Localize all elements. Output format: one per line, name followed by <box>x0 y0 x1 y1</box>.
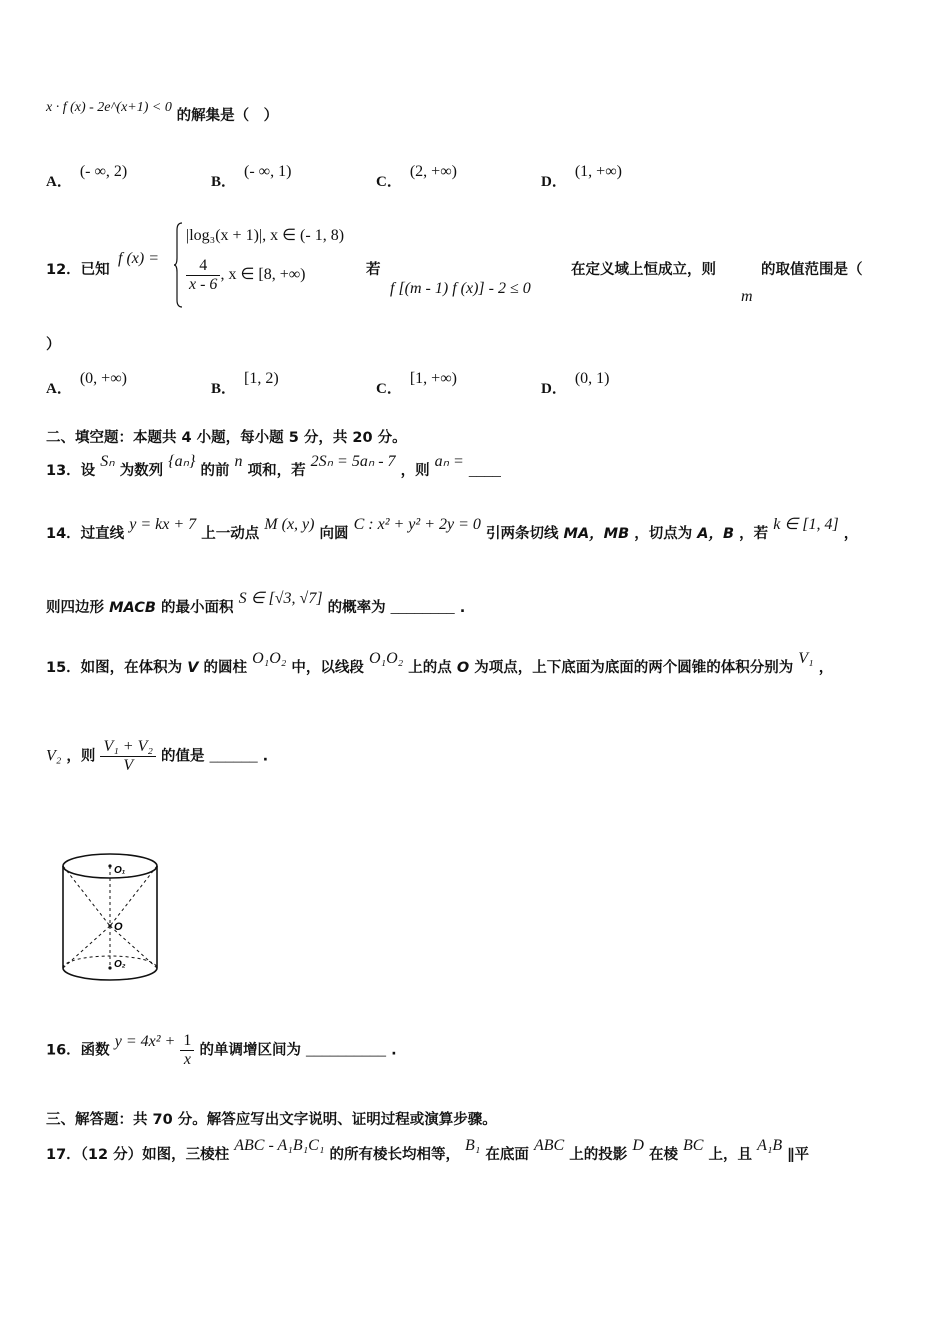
q12-option-c <box>376 367 457 397</box>
option-value: [1, 2) <box>244 370 279 387</box>
section-3-heading: 三、解答题：共 70 分。解答应写出文字说明、证明过程或演算步骤。 <box>46 1112 497 1128</box>
q15-p4: 上的点 <box>408 660 452 676</box>
option-label: A． <box>46 174 72 190</box>
q13 <box>46 453 501 480</box>
q12-condition: f [(m - 1) f (x)] - 2 ≤ 0 <box>390 280 531 297</box>
q15-p5: 为项点，上下底面为底面的两个圆锥的体积分别为 <box>474 660 794 676</box>
fraction-denominator: x <box>183 1051 191 1068</box>
q14-line-eq: y = kx + 7 <box>129 516 197 533</box>
q11-option-b <box>211 160 292 190</box>
q11-option-a <box>46 160 128 190</box>
q14-tangents: MA，MB <box>563 526 630 542</box>
q17-b1: B₁ <box>465 1137 481 1154</box>
q12-case2-tail: , x ∈ [8, +∞) <box>220 266 306 284</box>
q17-p1: 17．（12 分）如图，三棱柱 <box>46 1147 230 1163</box>
q14-circle-eq: C : x² + y² + 2y = 0 <box>353 516 481 533</box>
q12-fx: f (x) = <box>118 250 159 267</box>
fraction-numerator: 1 <box>180 1032 194 1051</box>
q15-v2: V₂ <box>46 747 62 765</box>
q13-p3: 的前 <box>200 463 230 479</box>
figure-label-o: O <box>114 921 123 933</box>
q13-equation: 2Sₙ = 5aₙ - 7 <box>310 453 396 470</box>
option-label: B． <box>211 174 237 190</box>
q15-line2 <box>46 738 268 775</box>
q13-p2: 为数列 <box>119 463 164 479</box>
q13-sn: Sₙ <box>100 453 115 470</box>
q16-function: y = 4x² + <box>114 1032 176 1050</box>
q17-p6: 上，且 <box>708 1147 753 1163</box>
q15-line1 <box>46 650 834 677</box>
q12-m: m <box>741 288 753 305</box>
figure-label-o2: O₂ <box>114 959 126 970</box>
q17-p5: 在棱 <box>648 1147 678 1163</box>
q15-o1o2: O₁O₂ <box>252 650 287 667</box>
q11-tail <box>46 100 279 125</box>
q14-point-m: M (x, y) <box>264 516 315 533</box>
q14-l2-p2: 的最小面积 <box>161 600 234 616</box>
q15-end: . <box>262 748 269 765</box>
q11-option-d <box>541 160 622 190</box>
option-value: (1, +∞) <box>574 163 622 180</box>
figure-label-o1: O₁ <box>114 865 126 876</box>
q14-line2 <box>46 590 466 617</box>
q14-end: . <box>459 600 466 616</box>
fraction-numerator: 4 <box>186 257 220 276</box>
q12-text2: 在定义域上恒成立，则 <box>571 262 716 278</box>
q13-answer-blank[interactable]: ____ <box>468 462 501 479</box>
q12-text3: 的取值范围是（ <box>761 262 863 278</box>
fraction-denominator: x - 6 <box>189 276 218 293</box>
q17-p4: 上的投影 <box>569 1147 628 1163</box>
q15-p3: 中，以线段 <box>291 660 364 676</box>
q16-end: . <box>391 1042 397 1059</box>
cylinder-figure <box>50 846 170 994</box>
option-value: (2, +∞) <box>409 163 457 180</box>
q14-points: A，B <box>697 526 735 542</box>
q13-an: aₙ = <box>434 453 464 470</box>
option-label: C． <box>376 174 402 190</box>
q13-n: n <box>234 453 243 470</box>
option-value: (0, +∞) <box>79 370 127 387</box>
q16-p1: 16．函数 <box>46 1042 110 1059</box>
section-2-heading: 二、填空题：本题共 4 小题，每小题 5 分，共 20 分。 <box>46 430 407 446</box>
q12-option-b <box>211 367 279 397</box>
q17 <box>46 1137 810 1164</box>
piecewise-brace <box>173 222 183 308</box>
option-value: (0, 1) <box>574 370 610 387</box>
q15-fraction <box>100 738 155 775</box>
q17-d: D <box>632 1137 644 1154</box>
q14-p1: 14．过直线 <box>46 526 125 542</box>
option-label: C． <box>376 381 402 397</box>
q15-p6: ， <box>818 660 834 676</box>
q14-p4: 引两条切线 <box>485 526 559 542</box>
option-label: B． <box>211 381 237 397</box>
q15-p8: 的值是 <box>161 748 205 765</box>
option-label: D． <box>541 174 567 190</box>
q14-p6: ，若 <box>739 526 769 542</box>
q14-k-range: k ∈ [1, 4] <box>773 516 839 533</box>
q14-l2-p3: 的概率为 <box>327 600 386 616</box>
q15-v: V <box>187 660 199 676</box>
q16-answer-blank[interactable]: __________ <box>306 1041 387 1059</box>
q14-line1 <box>46 516 859 543</box>
q12-case1: |log₃(x + 1)|, x ∈ (- 1, 8) <box>186 227 345 244</box>
q17-a1b: A₁B <box>757 1137 783 1154</box>
q16-p2: 的单调增区间为 <box>199 1042 301 1059</box>
q17-prism: ABC - A₁B₁C₁ <box>234 1137 325 1154</box>
q12-case2 <box>186 257 305 294</box>
q14-s-range: S ∈ [√3, √7] <box>238 590 323 607</box>
q15-answer-blank[interactable]: ______ <box>209 747 258 765</box>
q14-p2: 上一动点 <box>201 526 260 542</box>
q13-sequence: {aₙ} <box>168 453 196 470</box>
option-label: D． <box>541 381 567 397</box>
q14-p3: 向圆 <box>319 526 349 542</box>
option-value: [1, +∞) <box>409 370 457 387</box>
q12-case2-fraction <box>186 257 220 294</box>
option-label: A． <box>46 381 72 397</box>
q15-o1o2-b: O₁O₂ <box>368 650 404 667</box>
q14-l2-p1: 则四边形 <box>46 600 104 616</box>
q17-p7: ∥平 <box>787 1147 810 1163</box>
q12-option-a <box>46 367 127 397</box>
q14-p7: ， <box>843 526 859 542</box>
q16 <box>46 1032 397 1069</box>
q17-bc: BC <box>683 1137 704 1154</box>
q15-p1: 15．如图，在体积为 <box>46 660 183 676</box>
fraction-denominator: V <box>123 757 134 774</box>
fraction-numerator: V₁ + V₂ <box>100 738 155 757</box>
q15-o: O <box>456 660 470 676</box>
q16-fraction <box>180 1032 194 1069</box>
q17-p2: 的所有棱长均相等， <box>329 1147 460 1163</box>
q13-p1: 13．设 <box>46 463 96 479</box>
q11-text: 的解集是（ ） <box>176 108 279 124</box>
q12-ruo: 若 <box>366 262 381 278</box>
q13-p5: ，则 <box>400 463 430 479</box>
option-value: (- ∞, 2) <box>79 163 128 180</box>
q15-p7: ，则 <box>66 748 96 765</box>
q11-option-c <box>376 160 457 190</box>
q14-quadrilateral: MACB <box>109 600 156 616</box>
q13-p4: 项和，若 <box>247 463 306 479</box>
q12-option-d <box>541 367 610 397</box>
q12-number: 12．已知 <box>46 262 110 278</box>
q15-p2: 的圆柱 <box>203 660 248 676</box>
q17-p3: 在底面 <box>485 1147 529 1163</box>
q15-v1: V₁ <box>798 650 814 667</box>
q14-answer-blank[interactable]: ________ <box>390 599 455 616</box>
q17-abc: ABC <box>533 1137 565 1154</box>
option-value: (- ∞, 1) <box>244 163 292 180</box>
q11-expression: x · f (x) - 2e^(x+1) < 0 <box>46 100 172 115</box>
q14-p5: ，切点为 <box>634 526 693 542</box>
q12-close-paren: ） <box>46 337 61 353</box>
